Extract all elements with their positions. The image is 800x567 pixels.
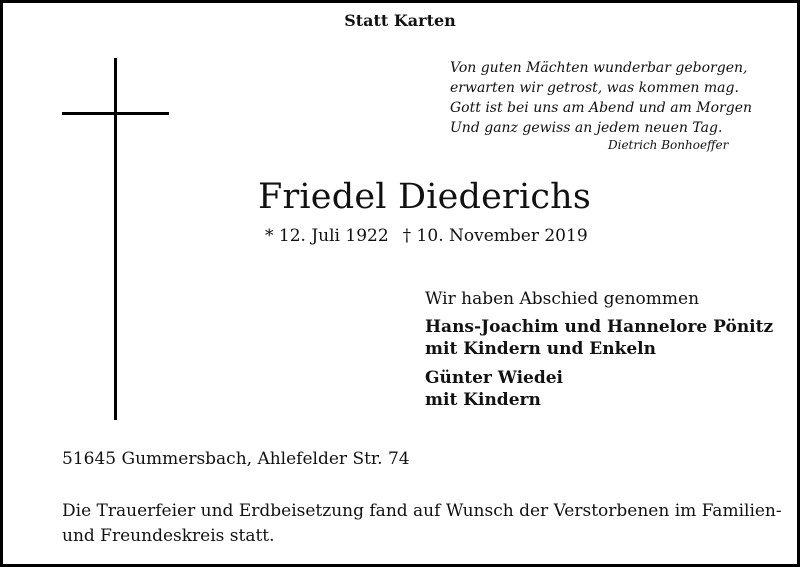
cross-icon-horizontal — [62, 112, 169, 115]
poem-line: erwarten wir getrost, was kommen mag. — [450, 80, 739, 96]
funeral-note — [62, 499, 782, 549]
funeral-note-line: Die Trauerfeier und Erdbeisetzung fand auf Wunsch der Verstorbenen im Familien- — [62, 501, 782, 521]
poem-line: Und ganz gewiss an jedem neuen Tag. — [450, 120, 723, 136]
life-dates — [265, 226, 602, 246]
funeral-note-line: und Freundeskreis statt. — [62, 526, 275, 546]
mourner-family: mit Kindern — [425, 390, 541, 410]
poem-line: Gott ist bei uns am Abend und am Morgen — [450, 100, 752, 116]
birth-date: * 12. Juli 1922 — [265, 226, 389, 246]
deceased-name: Friedel Diederichs — [258, 177, 592, 217]
mourner-group — [425, 367, 563, 411]
poem-line: Von guten Mächten wunderbar geborgen, — [450, 60, 748, 76]
death-date: † 10. November 2019 — [402, 226, 588, 246]
mourner-group — [425, 316, 773, 360]
farewell-text: Wir haben Abschied genommen — [425, 289, 700, 309]
header-title: Statt Karten — [344, 11, 456, 30]
poem-author: Dietrich Bonhoeffer — [608, 138, 729, 152]
mourner-name: Hans-Joachim und Hannelore Pönitz — [425, 317, 774, 337]
mourner-name: Günter Wiedei — [425, 368, 564, 388]
poem — [450, 58, 752, 138]
mourner-family: mit Kindern und Enkeln — [425, 339, 657, 359]
address: 51645 Gummersbach, Ahlefelder Str. 74 — [62, 449, 410, 469]
